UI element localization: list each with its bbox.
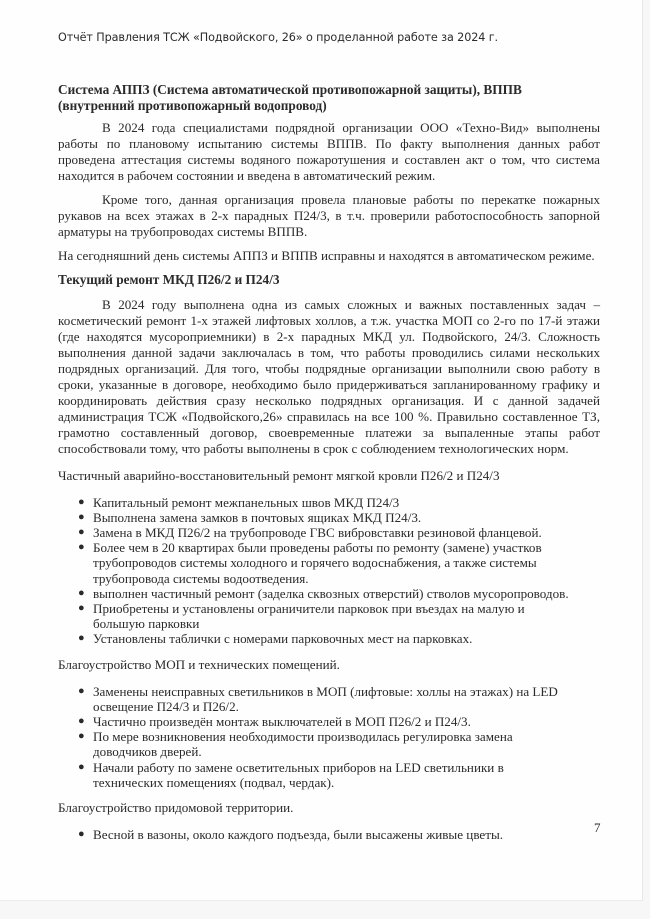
- territory-improvement-list: [58, 827, 600, 842]
- paragraph-fire-1: В 2024 года специалистами подрядной организации ООО «Техно-Вид» выполнены работы по плановому испытанию системы ВППВ. По факту выполнения данных работ проведена аттестация системы водяного пожаротушения и составлен акт о том, что система находится в рабочем состоянии и введена в автоматический режим.: [58, 120, 600, 183]
- list-item: ● выполнен частичный ремонт (заделка сквозных отверстий) стволов мусоропроводов.: [78, 585, 569, 601]
- list-item: ● Весной в вазоны, около каждого подъезда, были высажены живые цветы.: [78, 826, 504, 842]
- list-item: ● По мере возникновения необходимости производилась регулировка замена доводчиков дверей.: [78, 729, 513, 760]
- bullet-icon: ●: [78, 632, 85, 645]
- page-number: 7: [594, 820, 601, 835]
- bullet-icon: ●: [78, 586, 85, 599]
- list-item: ● Установлены таблички с номерами парковочных мест на парковках.: [78, 631, 473, 647]
- bullet-icon: ●: [78, 714, 85, 727]
- list-item: ● Заменены неисправных светильников в МОП (лифтовые: холлы на этажах) на LED освещение П24/3 и П26/2.: [78, 683, 558, 714]
- bullet-icon: ●: [78, 510, 85, 523]
- list-item: ● Начали работу по замене осветительных приборов на LED светильники в технических помещениях (подвал, чердак).: [78, 759, 504, 790]
- list-item: ● Частично произведён монтаж выключателей в МОП П26/2 и П24/3.: [78, 713, 471, 729]
- bullet-icon: ●: [78, 760, 85, 773]
- roof-repair-title: Частичный аварийно-восстановительный ремонт мягкой кровли П26/2 и П24/3: [58, 467, 500, 483]
- list-item: ● Приобретены и установлены ограничители парковок при въездах на малую и большую парковки: [78, 600, 525, 632]
- bullet-icon: ●: [78, 525, 85, 538]
- roof-repair-list: [58, 495, 600, 647]
- fire-status-line: На сегодняшний день системы АППЗ и ВППВ исправны и находятся в автоматическом режиме.: [58, 248, 595, 263]
- section-heading-fire-systems: Система АППЗ (Система автоматической противопожарной защиты), ВППВ (внутренний противопожарный водопровод): [58, 82, 522, 113]
- territory-improvement-title: Благоустройство придомовой территории.: [58, 799, 294, 815]
- list-item: ● Более чем в 20 квартирах были проведены работы по ремонту (замене) участков трубопроводов системы холодного и горячего водоснабжения, а также системы трубопровода системы водоотведения.: [78, 540, 542, 586]
- paragraph-repair: В 2024 году выполнена одна из самых сложных и важных поставленных задач – косметический ремонт 1-х этажей лифтовых холлов, а т.ж. участка МОП со 2-го по 17-й этажи (где находятся мусороприемники) в 2-х парадных МКД ул. Подвойского, 24/3. Сложность выполнения данной задачи заключалась в том, что работы проводились силами нескольких подрядных организаций. Для того, чтобы подрядные организации выполнили свою работу в сроки, указанные в договоре, необходимо было придерживаться запланированному графику и координировать действия сразу несколько подрядных организация. И с данной задачей администрация ТСЖ «Подвойского,26» справилась на все 100 %. Правильно составленное ТЗ, грамотно составленный договор, своевременные платежи за выпаленные этапы работ способствовали тому, что работы выполнены в срок с соблюдением технологических норм.: [58, 296, 600, 456]
- paragraph-fire-2: Кроме того, данная организация провела плановые работы по перекатке пожарных рукавов на всех этажах в 2-х парадных П24/3, в т.ч. проверили работоспособность запорной арматуры на трубопроводах системы ВППВ.: [58, 192, 600, 239]
- running-header: Отчёт Правления ТСЖ «Подвойского, 26» о проделанной работе за 2024 г.: [58, 31, 498, 44]
- mop-improvement-list: [58, 684, 600, 790]
- section-heading-current-repair: Текущий ремонт МКД П26/2 и П24/3: [58, 272, 280, 287]
- bullet-icon: ●: [78, 495, 85, 508]
- bullet-icon: ●: [78, 684, 85, 697]
- bullet-icon: ●: [78, 541, 85, 554]
- bullet-icon: ●: [78, 827, 85, 840]
- list-item: ● Капитальный ремонт межпанельных швов МКД П24/3: [78, 494, 400, 510]
- list-item: ● Выполнена замена замков в почтовых ящиках МКД П24/3.: [78, 509, 422, 525]
- page-content: [58, 82, 600, 850]
- mop-improvement-title: Благоустройство МОП и технических помещений.: [58, 656, 340, 672]
- bullet-icon: ●: [78, 730, 85, 743]
- bullet-icon: ●: [78, 601, 85, 614]
- list-item: ● Замена в МКД П26/2 на трубопроводе ГВС вибровставки резиновой фланцевой.: [78, 524, 542, 540]
